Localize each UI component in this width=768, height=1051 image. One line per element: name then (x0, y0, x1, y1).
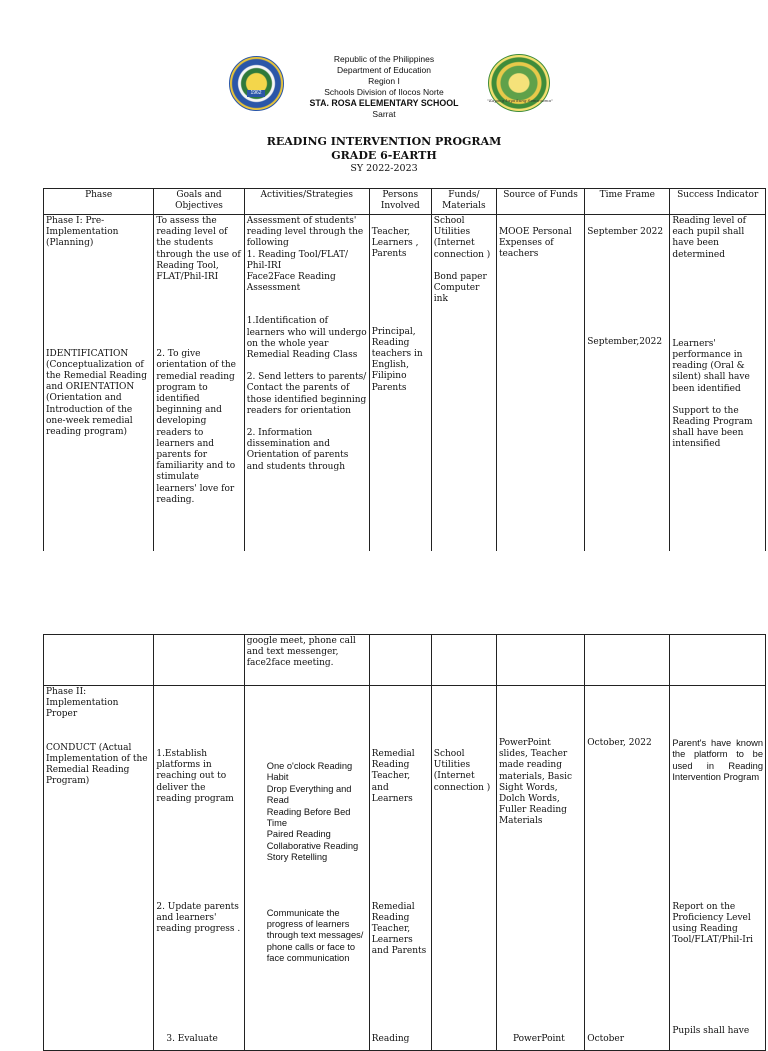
program-table-page1 (43, 188, 766, 551)
activity-item: Collaborative Reading (266, 840, 359, 851)
activity-item: Paired Reading (266, 829, 331, 840)
col-persons: Persons Involved (369, 189, 431, 215)
update-persons: Remedial Reading Teacher, Learners and Parents (371, 901, 427, 957)
continued-activities: google meet, phone call and text messenger, face2face meeting. (246, 636, 356, 669)
phase1-funds-supplies: Bond paper Computer ink (433, 271, 487, 305)
activity-item: One o'clock Reading Habit (266, 761, 353, 783)
col-time: Time Frame (585, 189, 670, 215)
activity-item: Drop Everything and Read (266, 783, 352, 806)
phase1-goals: To assess the reading level of the students through the use of Reading Tool, FLAT/Phil-IRI (156, 216, 241, 283)
conduct-label: CONDUCT (Actual Implementation of the Remedial Reading Program) (46, 742, 148, 787)
conduct-time: October, 2022 (587, 738, 652, 748)
phase1-funds-utilities: School Utilities (Internet connection ) (433, 216, 491, 260)
program-title: READING INTERVENTION PROGRAM (266, 135, 502, 148)
phase1-activity-2: Phil-IRI (246, 260, 282, 271)
phase1-persons: Teacher, Learners , Parents (371, 227, 419, 260)
col-goals: Goals and Objectives (154, 189, 244, 215)
update-indicator: Report on the Proficiency Level using Reading Tool/FLAT/Phil-Iri (672, 901, 754, 946)
phase1-time: September 2022 (587, 227, 664, 237)
conduct-persons: Remedial Reading Teacher, and Learners (371, 749, 415, 804)
header-department: Department of Education (336, 65, 432, 75)
seal-motto: "Kayang-kaya kung Sama-sama" (487, 98, 553, 103)
header-division: Schools Division of Ilocos Norte (324, 87, 444, 97)
header-town: Sarrat (372, 109, 396, 119)
identification-persons: Principal, Reading teachers in English, Filipino Parents (371, 326, 423, 393)
identification-indicator-2: Support to the Reading Program shall have been intensified (672, 405, 753, 450)
col-indicator: Success Indicator (670, 189, 766, 215)
phase2-label: Phase II: Implementation Proper (46, 687, 119, 720)
identification-indicator-1: Learners' performance in reading (Oral & silent) shall have been identified (672, 338, 750, 394)
identification-time: September,2022 (587, 337, 663, 348)
school-year: SY 2022-2023 (350, 163, 418, 174)
activity-item: Reading Before Bed Time (266, 806, 351, 829)
activity-item: Story Retelling (266, 852, 328, 863)
header-school: STA. ROSA ELEMENTARY SCHOOL (309, 98, 459, 108)
phase1-indicator: Reading level of each pupil shall have been determined (672, 216, 746, 260)
conduct-indicator: Parent's have known the platform to be used in Reading Intervention Program (672, 738, 763, 783)
conduct-activity-list (247, 761, 367, 864)
update-activities: Communicate the progress of learners through text messages/ phone calls or face to face communication (266, 907, 364, 964)
header-region: Region I (368, 76, 400, 86)
table-row (44, 901, 766, 1011)
next-persons: Reading (371, 1033, 410, 1044)
table-row (44, 1011, 766, 1051)
identification-activity-2: 2. Send letters to parents/ Contact the parents of those identified beginning readers for orientation (246, 372, 367, 416)
phase1-source: MOOE Personal Expenses of teachers (498, 227, 572, 260)
conduct-funds: School Utilities (Internet connection ) (433, 749, 491, 793)
col-activities: Activities/Strategies (244, 189, 369, 215)
identification-label: IDENTIFICATION (Conceptualization of the Remedial Reading and ORIENTATION (Orientation and Introduction of the one-week remedial reading program) (46, 348, 147, 438)
col-funds: Funds/ Materials (431, 189, 496, 215)
program-table-page2 (43, 634, 766, 1051)
phase1-activity-intro: Assessment of students' reading level through the following (246, 216, 364, 249)
grade-title: GRADE 6-EARTH (331, 149, 437, 162)
phase1-activity-1: 1. Reading Tool/FLAT/ (246, 249, 349, 260)
identification-activity-1: 1.Identification of learners who will undergo on the whole year Remedial Reading Class (246, 316, 367, 361)
phase1-activity-3: Face2Face Reading Assessment (246, 272, 336, 294)
header-republic: Republic of the Philippines (333, 54, 435, 64)
table-row (44, 686, 766, 901)
col-source: Source of Funds (496, 189, 584, 215)
update-goals: 2. Update parents and learners' reading progress . (156, 901, 241, 934)
table-row (44, 635, 766, 686)
next-indicator: Pupils shall have (672, 1025, 750, 1036)
table-header-row (44, 189, 766, 215)
conduct-goals: 1.Establish platforms in reaching out to deliver the reading program (156, 749, 234, 804)
school-seal-left (229, 56, 284, 111)
next-time: October (587, 1033, 625, 1044)
next-goals: 3. Evaluate (166, 1033, 218, 1044)
col-phase: Phase (44, 189, 154, 215)
seal-year: 1962 (247, 90, 265, 97)
identification-activity-3: 2. Information dissemination and Orientation of parents and students through (246, 428, 349, 472)
next-source: PowerPoint (512, 1033, 565, 1044)
identification-goals: 2. To give orientation of the remedial reading program to identified beginning and developing readers to learners and parents for familiarity and to stimulate learners' love for reading. (156, 349, 236, 505)
conduct-source: PowerPoint slides, Teacher made reading materials, Basic Sight Words, Dolch Words, Fuller Reading Materials (498, 738, 573, 827)
school-seal-right (488, 54, 550, 112)
table-row (44, 215, 766, 552)
phase1-label: Phase I: Pre-Implementation (Planning) (46, 216, 119, 249)
